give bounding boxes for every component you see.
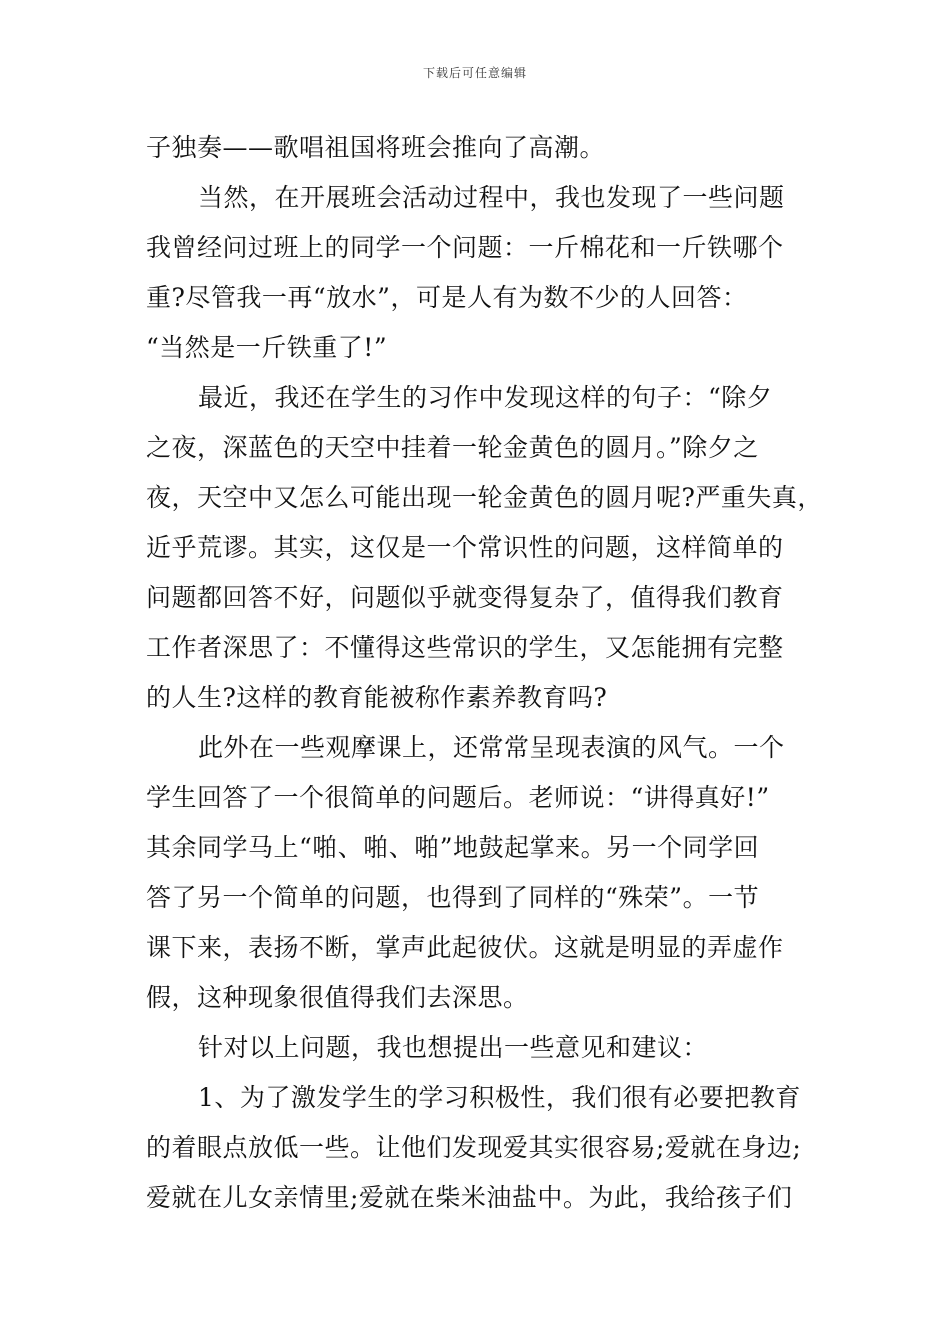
page-header: 下载后可任意编辑: [422, 66, 527, 80]
text-line: 我曾经问过班上的同学一个问题：一斤棉花和一斤铁哪个: [146, 233, 784, 262]
text-line: 的人生?这样的教育能被称作素养教育吗?: [146, 683, 608, 712]
text-line: 近乎荒谬。其实，这仅是一个常识性的问题，这样简单的: [146, 533, 784, 562]
text-line: 针对以上问题，我也想提出一些意见和建议：: [198, 1033, 709, 1062]
text-line: 工作者深思了：不懂得这些常识的学生，又怎能拥有完整: [146, 633, 784, 662]
text-line: 当然，在开展班会活动过程中，我也发现了一些问题: [198, 183, 785, 212]
document-body: [146, 128, 826, 1228]
text-line: 此外在一些观摩课上，还常常呈现表演的风气。一个: [198, 733, 785, 762]
text-line: 最近，我还在学生的习作中发现这样的句子：“除夕: [198, 383, 773, 412]
text-line: 子独奏——歌唱祖国将班会推向了高潮。: [146, 133, 606, 162]
text-line: 的着眼点放低一些。让他们发现爱其实很容易;爱就在身边;: [146, 1133, 802, 1162]
text-line: 之夜，深蓝色的天空中挂着一轮金黄色的圆月。”除夕之: [146, 433, 759, 462]
text-line: 爱就在儿女亲情里;爱就在柴米油盐中。为此，我给孩子们: [146, 1183, 793, 1212]
text-line: “当然是一斤铁重了!”: [146, 333, 388, 362]
text-line: 重?尽管我一再“放水”，可是人有为数不少的人回答：: [146, 283, 748, 312]
text-line: 答了另一个简单的问题，也得到了同样的“殊荣”。一节: [146, 883, 760, 912]
text-line: 1、为了激发学生的学习积极性，我们很有必要把教育: [198, 1083, 801, 1112]
text-line: 夜，天空中又怎么可能出现一轮金黄色的圆月呢?严重失真，: [146, 483, 823, 512]
text-line: 问题都回答不好，问题似乎就变得复杂了，值得我们教育: [146, 583, 784, 612]
text-line: 其余同学马上“啪、啪、啪”地鼓起掌来。另一个同学回: [146, 833, 760, 862]
text-line: 学生回答了一个很简单的问题后。老师说：“讲得真好!”: [146, 783, 770, 812]
text-line: 课下来，表扬不断，掌声此起彼伏。这就是明显的弄虚作: [146, 933, 784, 962]
text-line: 假，这种现象很值得我们去深思。: [146, 983, 529, 1012]
